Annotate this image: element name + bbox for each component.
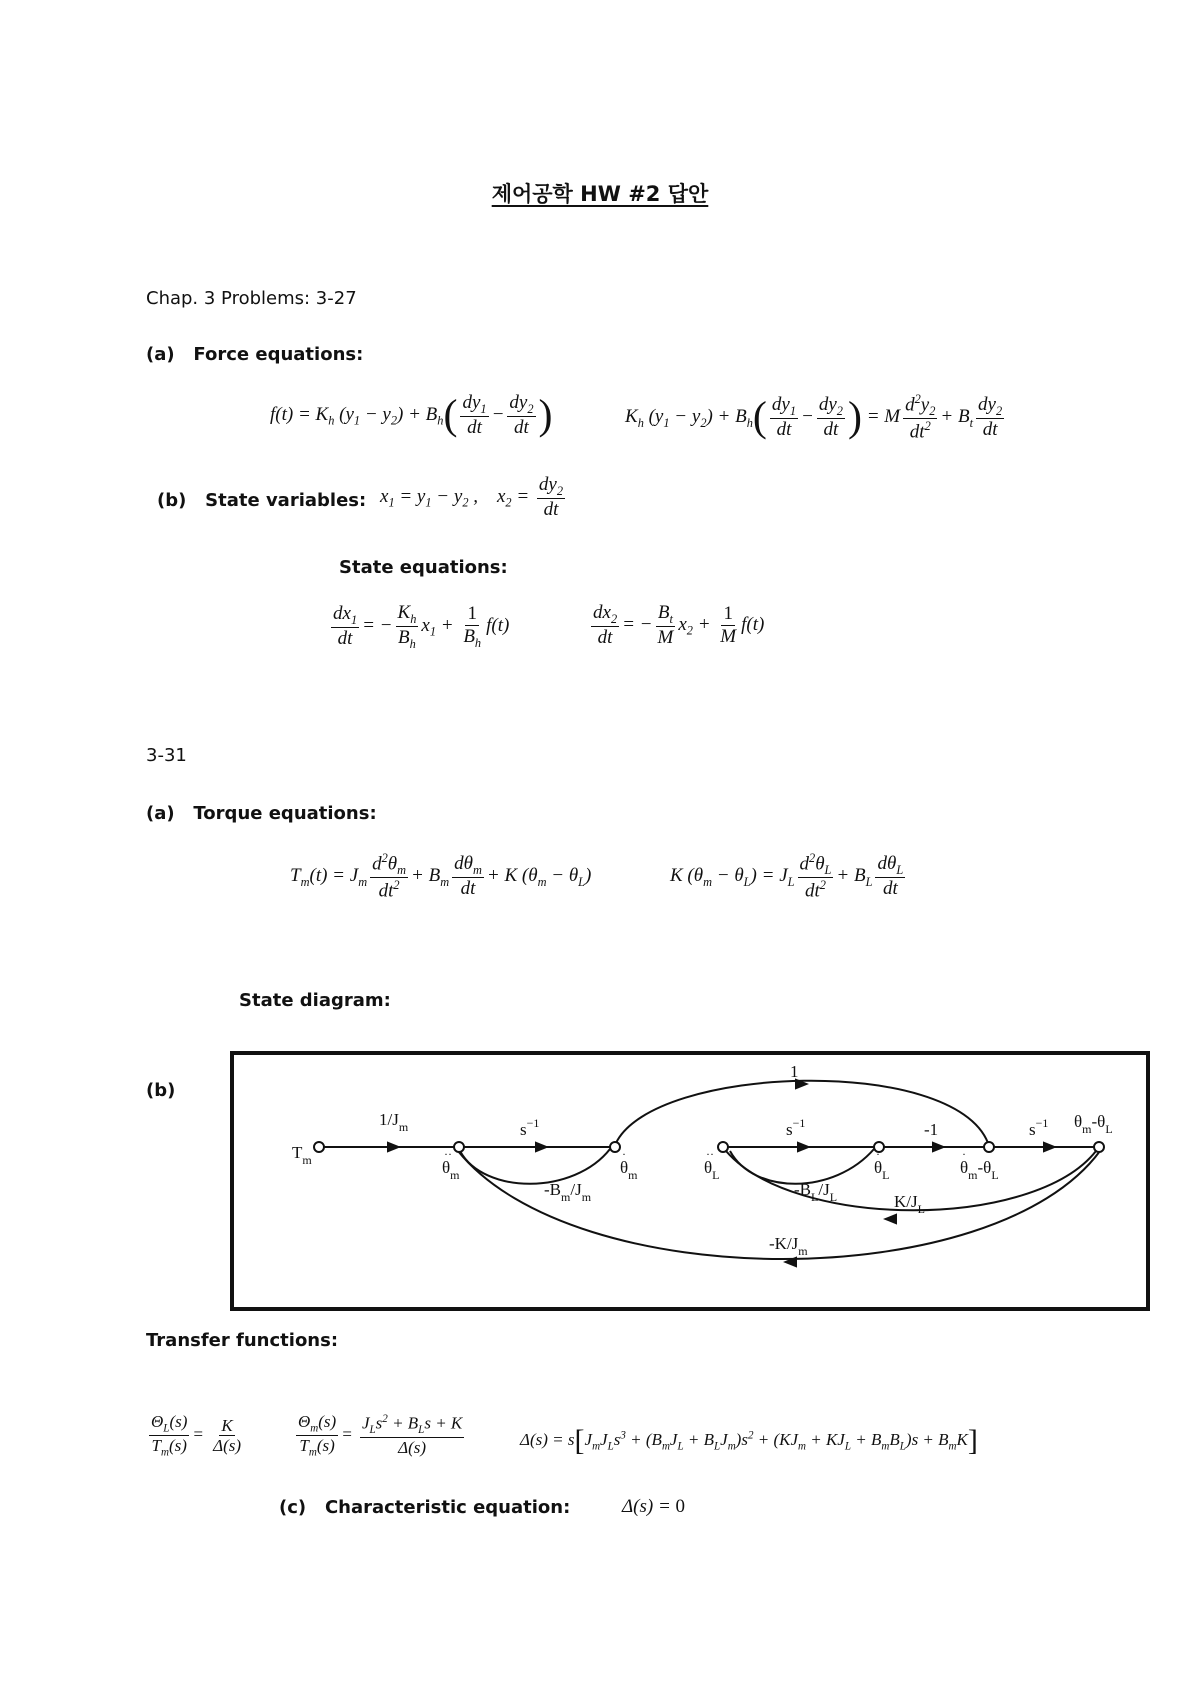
transfer-function-theta-l: $\frac{\Theta_L(s)}{T_m(s)}$ = $\frac{K}{\Delta(s)}$ — [151, 1412, 242, 1459]
gain-bm-jm: $-B_m/J_m$ — [544, 1180, 592, 1204]
node-thm-ddot — [454, 1142, 464, 1152]
part-a-torque-label — [146, 803, 377, 824]
state-diagram-frame — [230, 1051, 1150, 1311]
force-equation-1: $f(t) = K_h$ $(y_1 - y_2) + B_h$( $\frac{dy_1}{dt}$ − $\frac{dy_2}{dt}$ ) — [270, 392, 553, 439]
part-a-torque-text: Torque equations: — [193, 803, 377, 824]
signal-flow-graph — [234, 1055, 1146, 1307]
node-thm-dot — [610, 1142, 620, 1152]
part-b-label — [157, 490, 366, 511]
gain-k-jl: $K/J_L$ — [894, 1192, 925, 1216]
gain-minus-one: -1 — [924, 1120, 939, 1139]
delta-equation: $\Delta(s) = s[J_mJ_Ls^3 + (B_mJ_L + B_LJ_m)s^2 + (KJ_m + KJ_L + B_mB_L)s + B_mK]$ — [520, 1424, 978, 1457]
gain-1-over-jm: $1/J_m$ — [379, 1110, 409, 1134]
label-thm-ddot: $\theta_m$ — [442, 1158, 460, 1182]
svg-text:·: · — [876, 1147, 880, 1161]
problem-heading-3-31: 3-31 — [146, 745, 187, 766]
part-b-letter: (b) — [157, 490, 187, 511]
part-a-text: Force equations: — [193, 344, 364, 365]
gain-s-inv-1: $s^{-1}$ — [520, 1116, 540, 1139]
part-a-letter: (a) — [146, 344, 175, 365]
svg-text:·: · — [962, 1147, 966, 1161]
branch-bl-feedback — [730, 1149, 874, 1184]
torque-equation-1: $T_m(t) = J_m$ $\frac{d^2\theta_m}{dt^2}$ + $B_m$ $\frac{d\theta_m}{dt}$ + K $(\theta_m - \theta_L)$ — [290, 851, 592, 902]
label-thl-dot: $\theta_L$ — [874, 1158, 890, 1182]
part-a-torque-letter: (a) — [146, 803, 175, 824]
state-diagram-label: State diagram: — [239, 990, 391, 1011]
label-tm: $T_m$ — [292, 1143, 312, 1167]
node-diff-dot — [984, 1142, 994, 1152]
part-b-text: State variables: — [205, 490, 367, 511]
gain-k-jm: $-K/J_m$ — [769, 1234, 808, 1258]
node-output — [1094, 1142, 1104, 1152]
label-diff-dot: $\theta_m-\theta_L$ — [960, 1158, 999, 1182]
state-equations-label: State equations: — [339, 557, 508, 578]
torque-equation-2: K $(\theta_m - \theta_L) = J_L$ $\frac{d^2\theta_L}{dt^2}$ + $B_L$ $\frac{d\theta_L}{dt}$ — [670, 851, 904, 902]
branch-bm-feedback — [460, 1149, 610, 1184]
characteristic-equation: Δ(s) = 0 — [622, 1496, 686, 1517]
svg-text:··: ·· — [444, 1147, 452, 1161]
node-tm — [314, 1142, 324, 1152]
part-c-label — [279, 1497, 570, 1518]
transfer-functions-label: Transfer functions: — [146, 1330, 339, 1351]
part-c-letter: (c) — [279, 1497, 307, 1518]
gain-bl-jl: $-B_L/J_L$ — [794, 1180, 838, 1204]
force-equation-2: $K_h$ $(y_1 - y_2) + B_h$( $\frac{dy_1}{dt}$ − $\frac{dy_2}{dt}$ ) = M $\frac{d^2y_2}{dt^2}$ + $B_t$ $\frac{dy_2}{dt}$ — [625, 392, 1003, 443]
label-output: $\theta_m-\theta_L$ — [1074, 1112, 1113, 1136]
gain-one: 1 — [790, 1062, 799, 1081]
state-equation-1: $\frac{dx_1}{dt}$ = − $\frac{K_h}{B_h}$ $x_1$ + $\frac{1}{B_h}$ f(t) — [333, 602, 510, 651]
part-a-label — [146, 344, 363, 365]
gain-s-inv-3: $s^{-1}$ — [1029, 1116, 1049, 1139]
state-variables-equation: $x_1 = y_1 - y_2$ , $x_2$ = $\frac{dy_2}{dt}$ — [380, 474, 564, 520]
part-c-text: Characteristic equation: — [324, 1497, 571, 1518]
part-b-diagram-label: (b) — [146, 1080, 176, 1101]
node-thl-ddot — [718, 1142, 728, 1152]
transfer-function-theta-m: $\frac{\Theta_m(s)}{T_m(s)}$ = $\frac{J_Ls^2 + B_Ls + K}{\Delta(s)}$ — [298, 1412, 463, 1459]
state-equation-2: $\frac{dx_2}{dt}$ = − $\frac{B_t}{M}$ $x_2$ + $\frac{1}{M}$ f(t) — [593, 602, 765, 648]
gain-s-inv-2: $s^{-1}$ — [786, 1116, 806, 1139]
label-thm-dot: $\theta_m$ — [620, 1158, 638, 1182]
svg-text:··: ·· — [706, 1147, 714, 1161]
problem-heading-3-27: Chap. 3 Problems: 3-27 — [146, 288, 357, 309]
label-thl-ddot: $\theta_L$ — [704, 1158, 720, 1182]
svg-text:·: · — [622, 1147, 626, 1161]
page-title: 제어공학 HW #2 답안 — [491, 182, 709, 206]
